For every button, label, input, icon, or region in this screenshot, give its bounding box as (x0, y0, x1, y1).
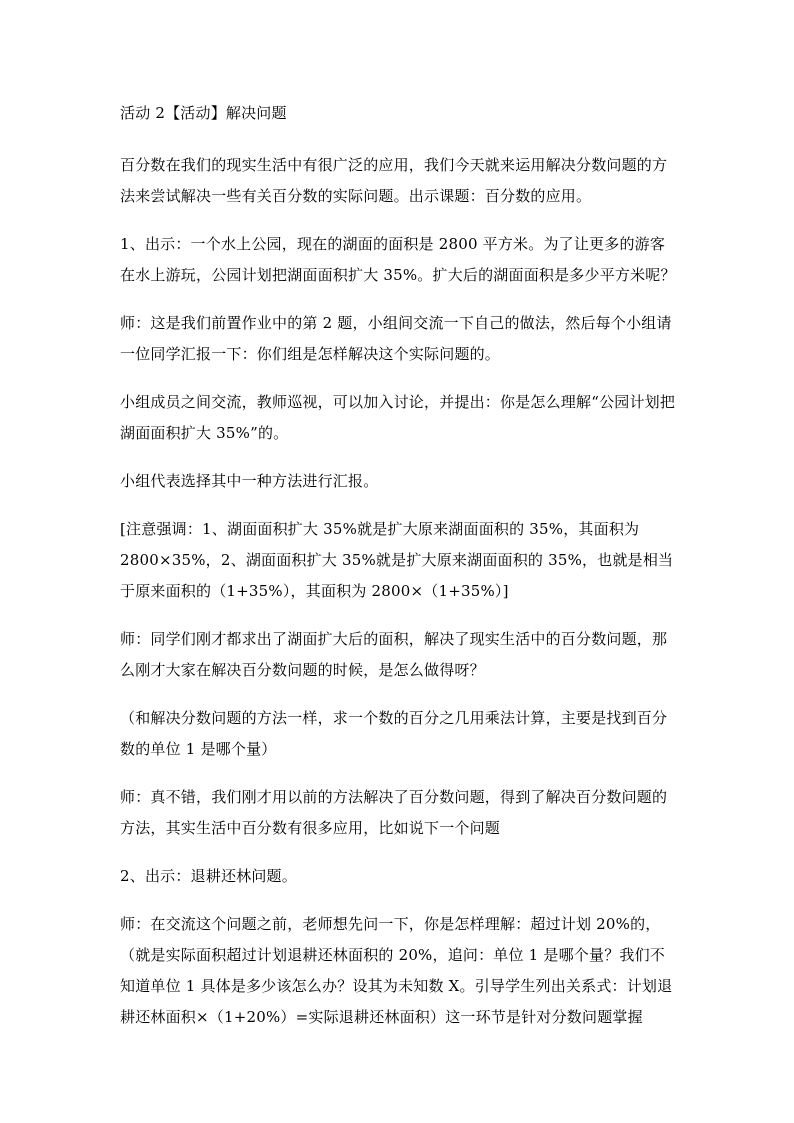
document-body (120, 98, 680, 1050)
paragraph-intro: 百分数在我们的现实生活中有很广泛的应用，我们今天就来运用解决分数问题的方法来尝试解决一些有关百分数的实际问题。出示课题：百分数的应用。 (120, 156, 668, 205)
paragraph-group-discussion: 小组成员之间交流，教师巡视，可以加入讨论，并提出：你是怎么理解“公园计划把湖面面积扩大 35%”的。 (120, 393, 676, 442)
paragraph-student-answer: （和解决分数问题的方法一样，求一个数的百分之几用乘法计算，主要是找到百分数的单位 1 是哪个量） (120, 709, 668, 758)
paragraph-problem-1: 1、出示：一个水上公园，现在的湖面的面积是 2800 平方米。为了让更多的游客在水上游玩，公园计划把湖面面积扩大 35%。扩大后的湖面面积是多少平方米呢？ (120, 235, 676, 284)
paragraph-group-report: 小组代表选择其中一种方法进行汇报。 (120, 472, 379, 490)
paragraph-teacher-prompt-1: 师：这是我们前置作业中的第 2 题，小组间交流一下自己的做法，然后每个小组请一位同学汇报一下：你们组是怎样解决这个实际问题的。 (120, 314, 672, 363)
paragraph-teacher-prompt-3: 师：真不错，我们刚才用以前的方法解决了百分数问题，得到了解决百分数问题的方法，其实生活中百分数有很多应用，比如说下一个问题 (120, 788, 668, 837)
paragraph-emphasis-note: [注意强调：1、湖面面积扩大 35%就是扩大原来湖面面积的 35%，其面积为 2800×35%，2、湖面面积扩大 35%就是扩大原来湖面面积的 35%，也就是相当于原来面积的（1+35%），其面积为 2800×（1+35%）] (120, 520, 674, 600)
paragraph-teacher-prompt-4: 师：在交流这个问题之前，老师想先问一下，你是怎样理解：超过计划 20%的，（就是实际面积超过计划退耕还林面积的 20%，追问：单位 1 是哪个量？我们不知道单位 1 具体是多少该怎么办？设其为未知数 X。引导学生列出关系式：计划退耕还林面积×（1+20%）=实际退耕还林面积）这一环节是针对分数问题掌握 (120, 915, 673, 1026)
paragraph-teacher-prompt-2: 师：同学们刚才都求出了湖面扩大后的面积，解决了现实生活中的百分数问题，那么刚才大家在解决百分数问题的时候，是怎么做得呀？ (120, 630, 668, 679)
section-heading: 活动 2【活动】解决问题 (120, 104, 287, 122)
paragraph-problem-2: 2、出示：退耕还林问题。 (120, 867, 297, 885)
